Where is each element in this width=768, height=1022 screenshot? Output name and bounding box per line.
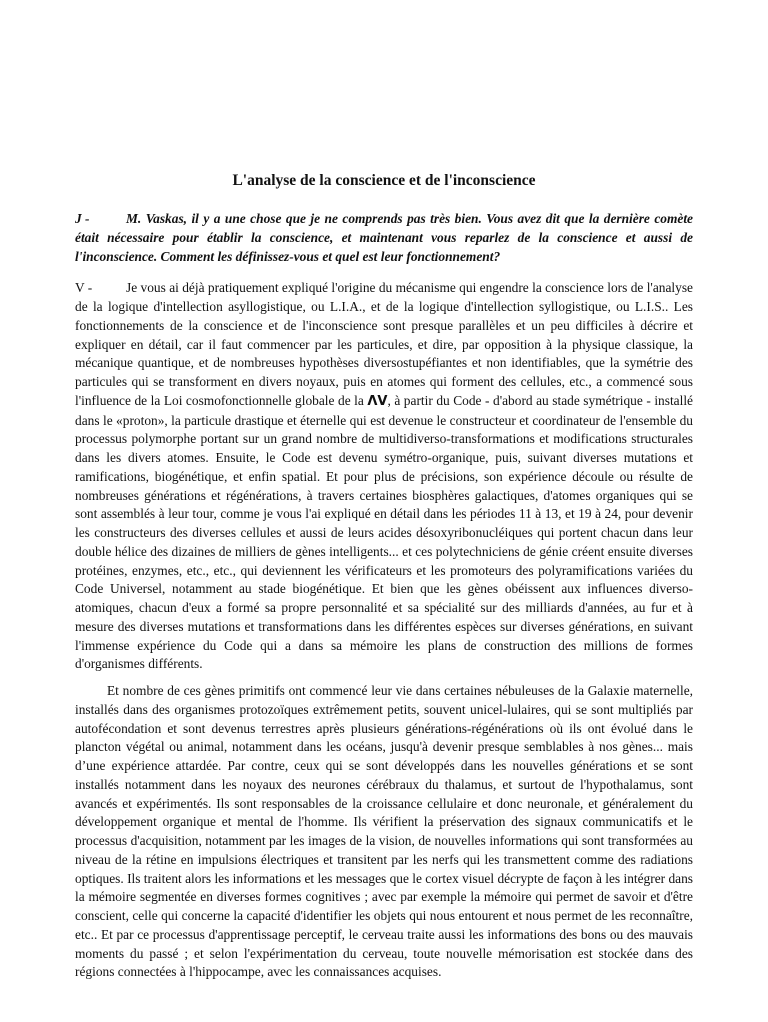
question-paragraph bbox=[75, 210, 693, 266]
speaker-label-j: J - bbox=[75, 211, 90, 226]
speaker-label-v: V - bbox=[75, 280, 93, 296]
answer-text-part2: , à partir du Code - d'abord au stade symétrique - installé dans le «proton», la particule drastique et éternelle qui est devenue le constructeur et coordinateur de l'ensemble du processus polymorphe portant sur un grand nombre de multidiverso-transformations et modifications structurales dans les divers atomes. Ensuite, le Code est devenu symétro-organique, puis, suivant diverses mutations et ramifications, biogénétique, et enfin spatial. Et pour plus de précisions, son expérience découle ou résulte de nombreuses générations et régénérations, à travers certaines biosphères galactiques, d'atomes organiques qui se sont assemblés à leur tour, comme je vous l'ai expliqué en détail dans les périodes 11 à 13, et 19 à 24, pour devenir les constructeurs des diverses cellules et aussi de leurs acides désoxyribonucléiques qui portent chacun dans leur double hélice des dizaines de milliers de gènes intelligents... et ces polytechniciens de génie créent ensuite diverses protéines, enzymes, etc., etc., qui deviennent les vérificateurs et les promoteurs des polyramifications variées du Code Universel, notamment au stade biogénétique. Et bien que les gènes obéissent aux influences diverso-atomiques, chacun d'eux a formé sa propre personnalité et sa spécialité sur des milliards d'années, au fur et à mesure des diverses mutations et transformations dans les différentes espèces sur diverses générations, en suivant l'immense expérience du Code qui a dans sa mémoire les plans de construction des millions de formes d'organismes différents. bbox=[75, 392, 693, 672]
answer-paragraph bbox=[75, 279, 693, 674]
document-title: L'analyse de la conscience et de l'inconscience bbox=[232, 172, 536, 189]
answer-paragraph-2: Et nombre de ces gènes primitifs ont commencé leur vie dans certaines nébuleuses de la Galaxie maternelle, installés dans des organismes protozoïques extrêmement petits, souvent unicel-lulaires, qui se sont multipliés par autofécondation et sont devenus terrestres après plusieurs générations-régénérations où ils ont évolué dans le plancton végétal ou animal, notamment dans les océans, jusqu'à devenir presque semblables à nos gènes... mais d’une expérience attardée. Par contre, ceux qui se sont développés dans les nouvelles générations et se sont installés notamment dans les noyaux des neurones cérébraux du thalamus, et surtout de l'hypothalamus, sont avancés et expérimentés. Ils sont responsables de la croissance cellulaire et donc neuronale, et généralement du développement organique et mental de l'homme. Ils vérifient la préservation des signaux communicatifs et le processus d'acquisition, notamment par les images de la vision, de nouvelles informations qui sont transformées au niveau de la rétine en impulsions électriques et transitent par les nerfs qui les transmettent comme des radiations optiques. Ils traitent alors les informations et les messages que le cortex visuel décrypte de façon à les intégrer dans la mémoire segmentée en diverses formes cognitives ; avec par exemple la mémoire qui permet de savoir et d'être conscient, celle qui concerne la capacité d'identifier les objets qui nous entourent et nous permet de les reconnaître, etc.. Et par ce processus d'apprentissage perceptif, le cerveau traite aussi les informations des bons ou des mauvais moments du passé ; et selon l'expérimentation du cerveau, toute nouvelle mémorisation est stockée dans des régions connectées à l'hippocampe, avec les connaissances acquises. bbox=[75, 683, 694, 980]
answer-text-part1: Je vous ai déjà pratiquement expliqué l'origine du mécanisme qui engendre la conscience lors de l'analyse de la logique d'intellection asyllogistique, ou L.I.A., et de la logique d'intellection syllogistique, ou L.I.S.. Les fonctionnements de la conscience et de l'inconscience sont presque parallèles et un peu difficiles à décrire et expliquer en détail, car il faut commencer par les particules, et dire, par opposition à la physique classique, la mécanique quantique, et de nombreuses hypothèses diversostupéfiantes et non identifiables, que la symétrie des particules qui se transforment en divers noyaux, puis en atomes qui forment des cellules, etc., a commencé sous l'influence de la Loi cosmofonctionnelle globale de la bbox=[75, 280, 693, 408]
question-text: M. Vaskas, il y a une chose que je ne comprends pas très bien. Vous avez dit que la dernière comète était nécessaire pour établir la conscience, et maintenant vous reparlez de la conscience et aussi de l'inconscience. Comment les définissez-vous et quel est leur fonctionnement? bbox=[75, 211, 693, 264]
lambda-v-symbol: ΛV bbox=[367, 393, 388, 409]
